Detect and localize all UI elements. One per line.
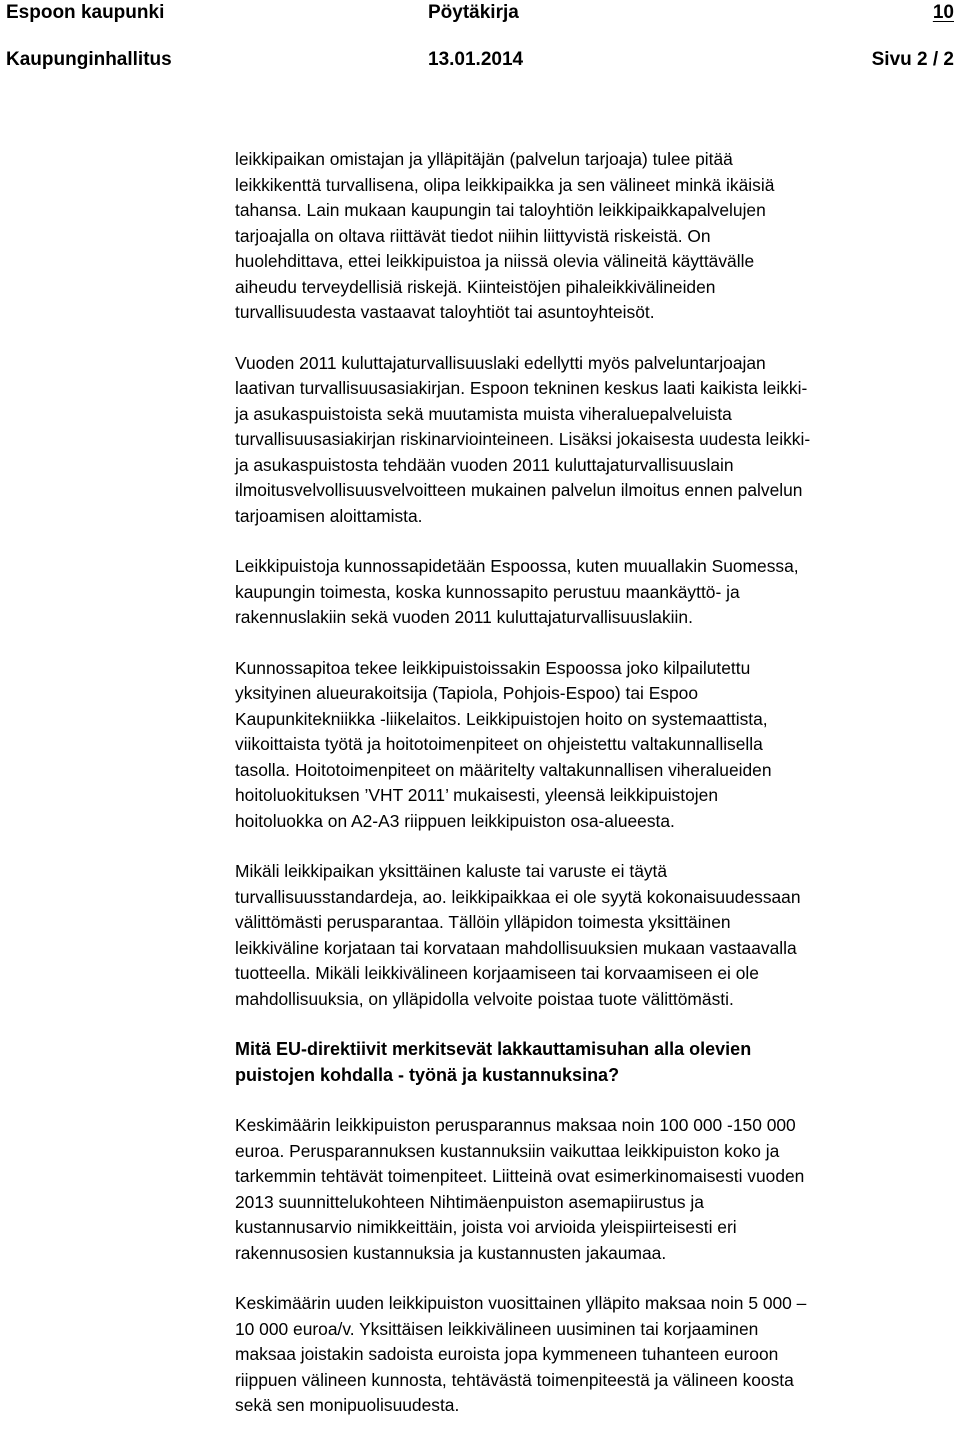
section-heading [235,1037,955,1088]
text-line: rakennusosien kustannuksia ja kustannusten jakaumaa. [235,1242,667,1263]
text-line: puistojen kohdalla - työnä ja kustannuksina? [235,1064,620,1085]
text-line: leikkikenttä turvallisena, olipa leikkipaikka ja sen välineet minkä ikäisiä [235,174,775,195]
text-line: ilmoitusvelvollisuusvelvoitteen mukainen palvelun ilmoitus ennen palvelun [235,480,803,500]
paragraph [235,1291,955,1419]
text-line: välittömästi perusparantaa. Tällöin ylläpidon toimesta yksittäinen [235,912,731,932]
meeting-date: 13.01.2014 [428,49,524,70]
paragraph [235,859,955,1012]
text-line: riippuen välineen kunnosta, tehtävästä toimenpiteestä ja välineen koosta [235,1369,794,1390]
text-line: Vuoden 2011 kuluttajaturvallisuuslaki edellytti myös palveluntarjoajan [235,352,766,373]
text-line: Keskimäärin leikkipuiston perusparannus maksaa noin 100 000 -150 000 [235,1115,796,1135]
document-type: Pöytäkirja [428,2,519,23]
paragraph [235,656,955,835]
text-line: leikkipaikan omistajan ja ylläpitäjän (palvelun tarjoaja) tulee pitää [235,149,733,169]
text-line: laativan turvallisuusasiakirjan. Espoon tekninen keskus laati kaikista leikki- [235,378,808,398]
text-line: kaupungin toimesta, koska kunnossapito perustuu maankäyttö- ja [235,581,740,602]
text-line: aiheudu terveydellisiä riskejä. Kiinteistöjen pihaleikkivälineiden [235,276,716,297]
text-line: Leikkipuistoja kunnossapidetään Espoossa, kuten muuallakin Suomessa, [235,556,799,576]
text-line: tuotteella. Mikäli leikkivälineen korjaamiseen tai korvaamiseen ei ole [235,963,759,983]
text-line: 2013 suunnittelukohteen Nihtimäenpuiston asemapiirustus ja [235,1191,704,1212]
text-line: sekä sen monipuolisuudesta. [235,1395,460,1415]
document-body [235,147,955,1444]
text-line: hoitoluokituksen ’VHT 2011’ mukaisesti, yleensä leikkipuistojen [235,785,719,805]
governing-body: Kaupunginhallitus [6,49,172,70]
text-line: Keskimäärin uuden leikkipuiston vuosittainen ylläpito maksaa noin 5 000 – [235,1293,807,1313]
text-line: euroa. Perusparannuksen kustannuksiin vaikuttaa leikkipuiston koko ja [235,1140,780,1161]
paragraph [235,147,955,326]
page-header-top [6,0,954,28]
text-line: tasolla. Hoitotoimenpiteet on määritelty valtakunnallisen viheralueiden [235,759,772,780]
page-number: 10 [932,2,954,23]
text-line: huolehdittava, ettei leikkipuistoa ja niissä olevia välineitä käyttävälle [235,251,755,271]
text-line: hoitoluokka on A2-A3 riippuen leikkipuiston osa-alueesta. [235,810,675,831]
text-line: Mitä EU-direktiivit merkitsevät lakkauttamisuhan alla olevien [235,1039,752,1059]
paragraph [235,1113,955,1266]
text-line: 10 000 euroa/v. Yksittäisen leikkivälineen uusiminen tai korjaaminen [235,1318,759,1339]
text-line: turvallisuusasiakirjan riskinarviointeineen. Lisäksi jokaisesta uudesta leikki- [235,429,811,449]
text-line: kustannusarvio nimikkeittäin, joista voi arvioida yleispiirteisesti eri [235,1217,737,1237]
text-line: turvallisuudesta vastaavat taloyhtiöt tai asuntoyhteisöt. [235,302,655,322]
text-line: maksaa joistakin sadoista euroista jopa kymmeneen tuhanteen euroon [235,1344,779,1364]
page-info: Sivu 2 / 2 [871,49,954,70]
paragraph [235,554,955,631]
text-line: rakennuslakiin sekä vuoden 2011 kuluttajaturvallisuuslakiin. [235,607,693,627]
text-line: Mikäli leikkipaikan yksittäinen kaluste tai varuste ei täytä [235,861,668,881]
organization-name: Espoon kaupunki [6,2,165,23]
text-line: tarjoamisen aloittamista. [235,505,423,526]
text-line: viikoittaista työtä ja hoitotoimenpiteet on ohjeistettu valtakunnallisella [235,734,763,754]
text-line: tahansa. Lain mukaan kaupungin tai taloyhtiön leikkipaikkapalvelujen [235,200,766,220]
text-line: ja asukaspuistoista sekä muutamista muista viheraluepalveluista [235,403,732,424]
text-line: Kaupunkitekniikka -liikelaitos. Leikkipuistojen hoito on systemaattista, [235,708,768,729]
text-line: yksityinen alueurakoitsija (Tapiola, Pohjois-Espoo) tai Espoo [235,683,699,703]
text-line: Kunnossapitoa tekee leikkipuistoissakin Espoossa joko kilpailutettu [235,657,751,678]
text-line: tarkemmin tehtävät toimenpiteet. Liitteinä ovat esimerkinomaisesti vuoden [235,1166,805,1186]
text-line: mahdollisuuksia, on ylläpidolla velvoite poistaa tuote välittömästi. [235,988,734,1009]
text-line: ja asukaspuistosta tehdään vuoden 2011 kuluttajaturvallisuuslain [235,454,734,475]
text-line: tarjoajalla on oltava riittävät tiedot niihin liittyvistä riskeistä. On [235,225,711,246]
text-line: turvallisuusstandardeja, ao. leikkipaikkaa ei ole syytä kokonaisuudessaan [235,886,801,907]
paragraph [235,351,955,530]
page-header-bottom [6,45,954,75]
text-line: leikkiväline korjataan tai korvataan mahdollisuuksien mukaan vastaavalla [235,937,797,958]
